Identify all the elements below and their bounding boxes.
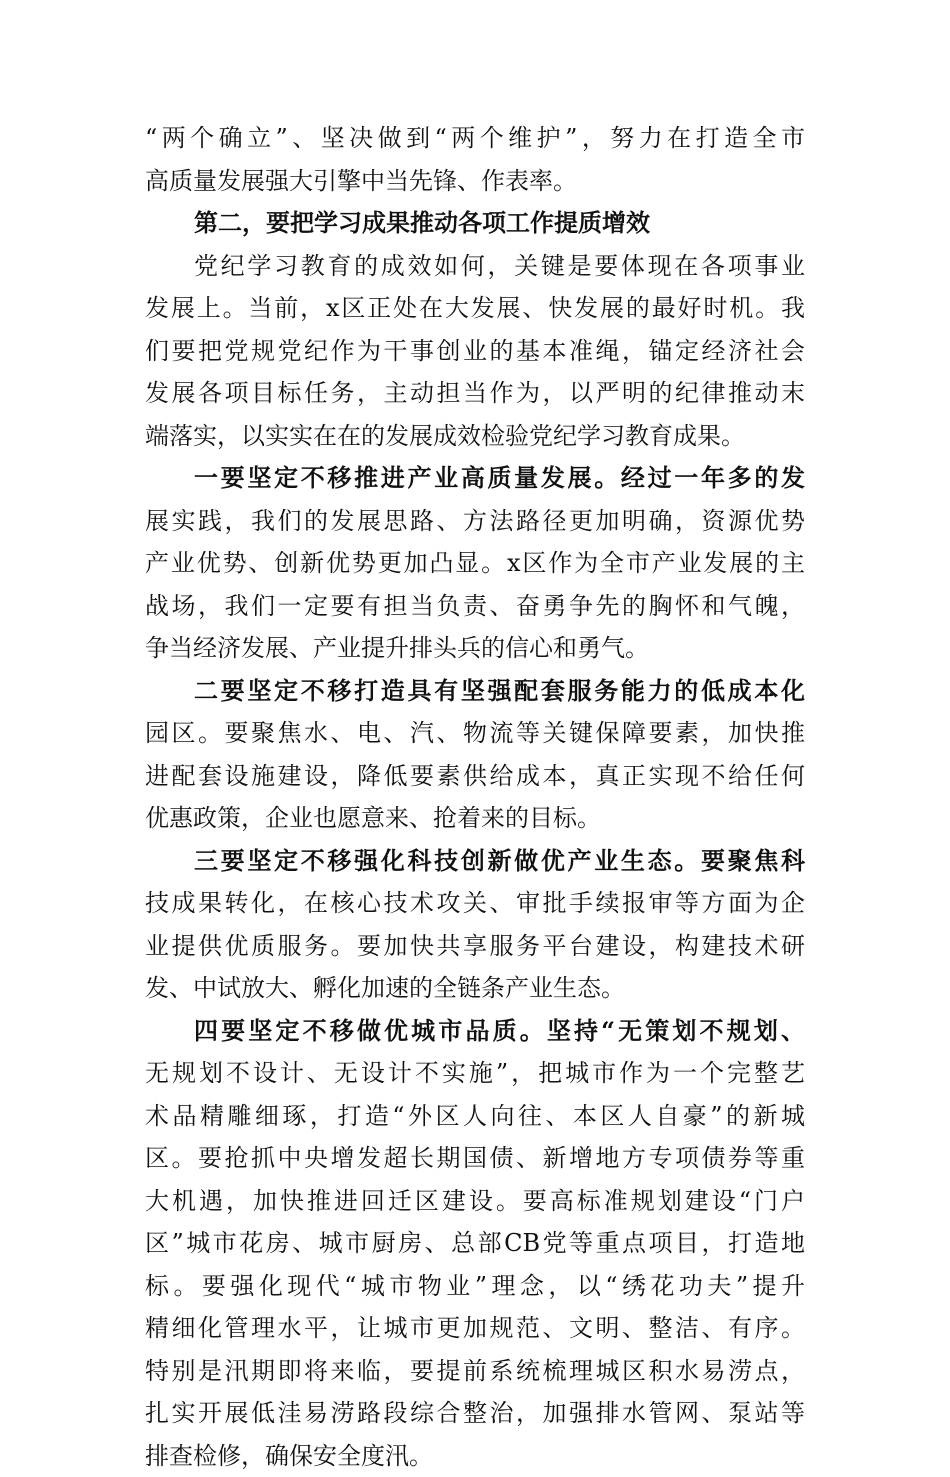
paragraph-lead-line: 四要坚定不移做优城市品质。坚持“无策划不规划、 [145,1010,805,1053]
text-line: 园区。要聚焦水、电、汽、物流等关键保障要素，加快推 [145,712,805,755]
section-heading: 第二，要把学习成果推动各项工作提质增效 [145,202,805,245]
text-line: 产业优势、创新优势更加凸显。x区作为全市产业发展的主 [145,542,805,585]
text-line: 大机遇，加快推进回迁区建设。要高标准规划建设“门户 [145,1180,805,1223]
paragraph-lead-line: 一要坚定不移推进产业高质量发展。经过一年多的发 [145,457,805,500]
document-body [145,117,805,1477]
text-line: 战场，我们一定要有担当负责、奋勇争先的胸怀和气魄， [145,585,805,628]
text-line: 展实践，我们的发展思路、方法路径更加明确，资源优势 [145,500,805,543]
text-line: 争当经济发展、产业提升排头兵的信心和勇气。 [145,627,805,670]
text-line: 发、中试放大、孵化加速的全链条产业生态。 [145,967,805,1010]
text-line: 标。要强化现代“城市物业”理念，以“绣花功夫”提升 [145,1265,805,1308]
text-line: 区。要抢抓中央增发超长期国债、新增地方专项债券等重 [145,1137,805,1180]
text-line: 发展各项目标任务，主动担当作为，以严明的纪律推动末 [145,372,805,415]
paragraph-lead-line: 三要坚定不移强化科技创新做优产业生态。要聚焦科 [145,840,805,883]
text-line: 党纪学习教育的成效如何，关键是要体现在各项事业 [145,245,805,288]
text-line: 们要把党规党纪作为干事创业的基本准绳，锚定经济社会 [145,330,805,373]
text-line: 特别是汛期即将来临，要提前系统梳理城区积水易涝点， [145,1350,805,1393]
text-line: 进配套设施建设，降低要素供给成本，真正实现不给任何 [145,755,805,798]
paragraph-lead-line: 二要坚定不移打造具有坚强配套服务能力的低成本化 [145,670,805,713]
text-line: 高质量发展强大引擎中当先锋、作表率。 [145,160,805,203]
text-line: 业提供优质服务。要加快共享服务平台建设，构建技术研 [145,925,805,968]
text-line: 术品精雕细琢，打造“外区人向往、本区人自豪”的新城 [145,1095,805,1138]
text-line: 精细化管理水平，让城市更加规范、文明、整洁、有序。 [145,1307,805,1350]
text-line: 发展上。当前，x区正处在大发展、快发展的最好时机。我 [145,287,805,330]
text-line: 排查检修，确保安全度汛。 [145,1435,805,1477]
text-line: 扎实开展低洼易涝路段综合整治，加强排水管网、泵站等 [145,1392,805,1435]
text-line: 优惠政策，企业也愿意来、抢着来的目标。 [145,797,805,840]
text-line: 无规划不设计、无设计不实施”，把城市作为一个完整艺 [145,1052,805,1095]
text-line: 端落实，以实实在在的发展成效检验党纪学习教育成果。 [145,415,805,458]
text-line: 技成果转化，在核心技术攻关、审批手续报审等方面为企 [145,882,805,925]
text-line: “两个确立”、坚决做到“两个维护”，努力在打造全市 [145,117,805,160]
text-line: 区”城市花房、城市厨房、总部CB党等重点项目，打造地 [145,1222,805,1265]
